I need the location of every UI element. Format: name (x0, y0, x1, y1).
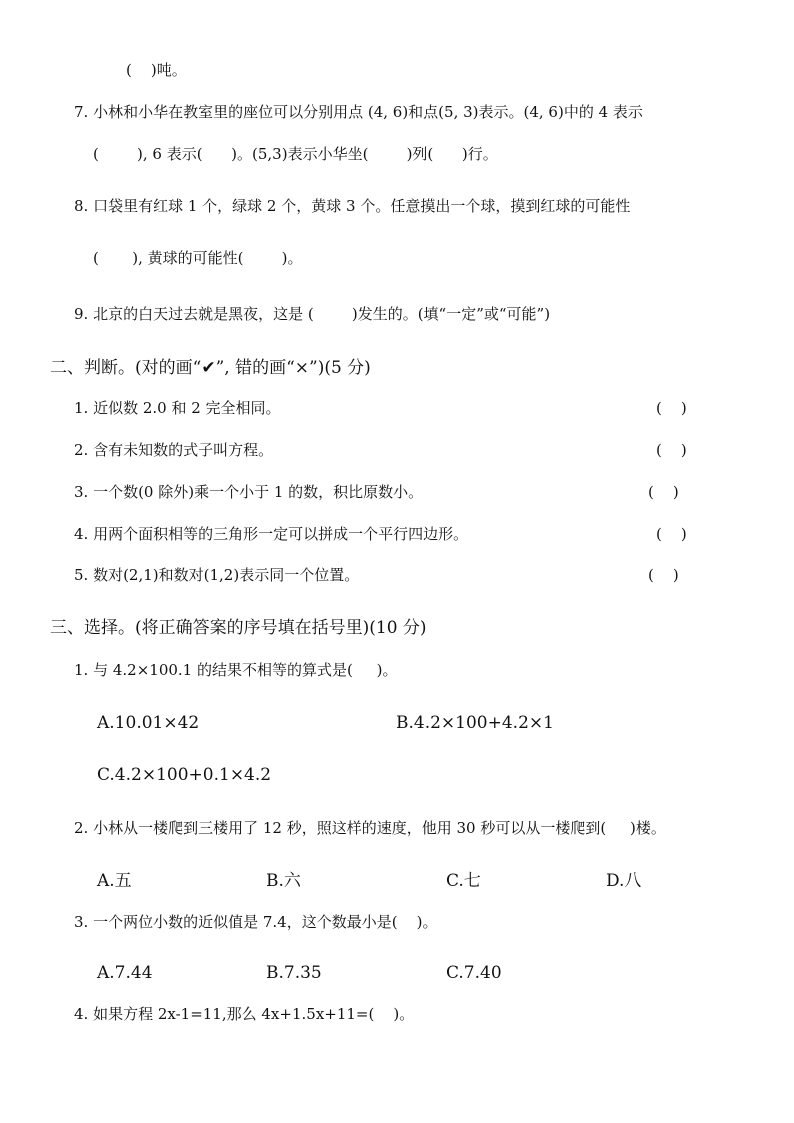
choice-1-option-a: A.10.01×42 (97, 713, 200, 733)
choice-section-title: 三、选择。(将正确答案的序号填在括号里)(10 分) (50, 618, 427, 638)
judge-item-2: 2. 含有未知数的式子叫方程。 (74, 441, 274, 459)
question-8-line-2: ( ), 黄球的可能性( )。 (93, 249, 303, 267)
judge-item-1: 1. 近似数 2.0 和 2 完全相同。 (74, 399, 281, 417)
choice-2-option-c: C.七 (446, 871, 481, 891)
question-7-line-1: 7. 小林和小华在教室里的座位可以分别用点 (4, 6)和点(5, 3)表示。(4, 6)中的 4 表示 (74, 103, 643, 121)
choice-question-1: 1. 与 4.2×100.1 的结果不相等的算式是( )。 (74, 661, 398, 679)
question-7-line-2: ( ), 6 表示( )。(5,3)表示小华坐( )列( )行。 (93, 145, 498, 163)
judge-item-3: 3. 一个数(0 除外)乘一个小于 1 的数，积比原数小。 (74, 483, 424, 501)
choice-question-3: 3. 一个两位小数的近似值是 7.4，这个数最小是( )。 (74, 913, 438, 931)
judge-answer-paren-5: ( ) (648, 566, 679, 584)
judge-section-title: 二、判断。(对的画“✔”, 错的画“×”)(5 分) (50, 358, 371, 378)
judge-answer-paren-4: ( ) (656, 525, 687, 543)
choice-3-option-b: B.7.35 (266, 963, 322, 983)
judge-item-5: 5. 数对(2,1)和数对(1,2)表示同一个位置。 (74, 566, 360, 584)
question-8-line-1: 8. 口袋里有红球 1 个，绿球 2 个，黄球 3 个。任意摸出一个球，摸到红球的可能性 (74, 197, 631, 215)
judge-answer-paren-3: ( ) (648, 483, 679, 501)
choice-1-option-b: B.4.2×100+4.2×1 (396, 713, 554, 733)
judge-answer-paren-1: ( ) (656, 399, 687, 417)
question-9: 9. 北京的白天过去就是黑夜，这是 ( )发生的。(填“一定”或“可能”) (74, 305, 551, 323)
choice-3-option-c: C.7.40 (446, 963, 502, 983)
choice-2-option-a: A.五 (97, 871, 132, 891)
judge-answer-paren-2: ( ) (656, 441, 687, 459)
choice-question-2: 2. 小林从一楼爬到三楼用了 12 秒，照这样的速度，他用 30 秒可以从一楼爬到( )楼。 (74, 819, 666, 837)
judge-item-4: 4. 用两个面积相等的三角形一定可以拼成一个平行四边形。 (74, 525, 469, 543)
choice-1-option-c: C.4.2×100+0.1×4.2 (97, 765, 272, 785)
fill-continuation: ( )吨。 (126, 61, 187, 79)
choice-3-option-a: A.7.44 (97, 963, 153, 983)
choice-2-option-b: B.六 (266, 871, 301, 891)
choice-question-4: 4. 如果方程 2x-1=11,那么 4x+1.5x+11=( )。 (74, 1005, 415, 1023)
choice-2-option-d: D.八 (606, 871, 642, 891)
